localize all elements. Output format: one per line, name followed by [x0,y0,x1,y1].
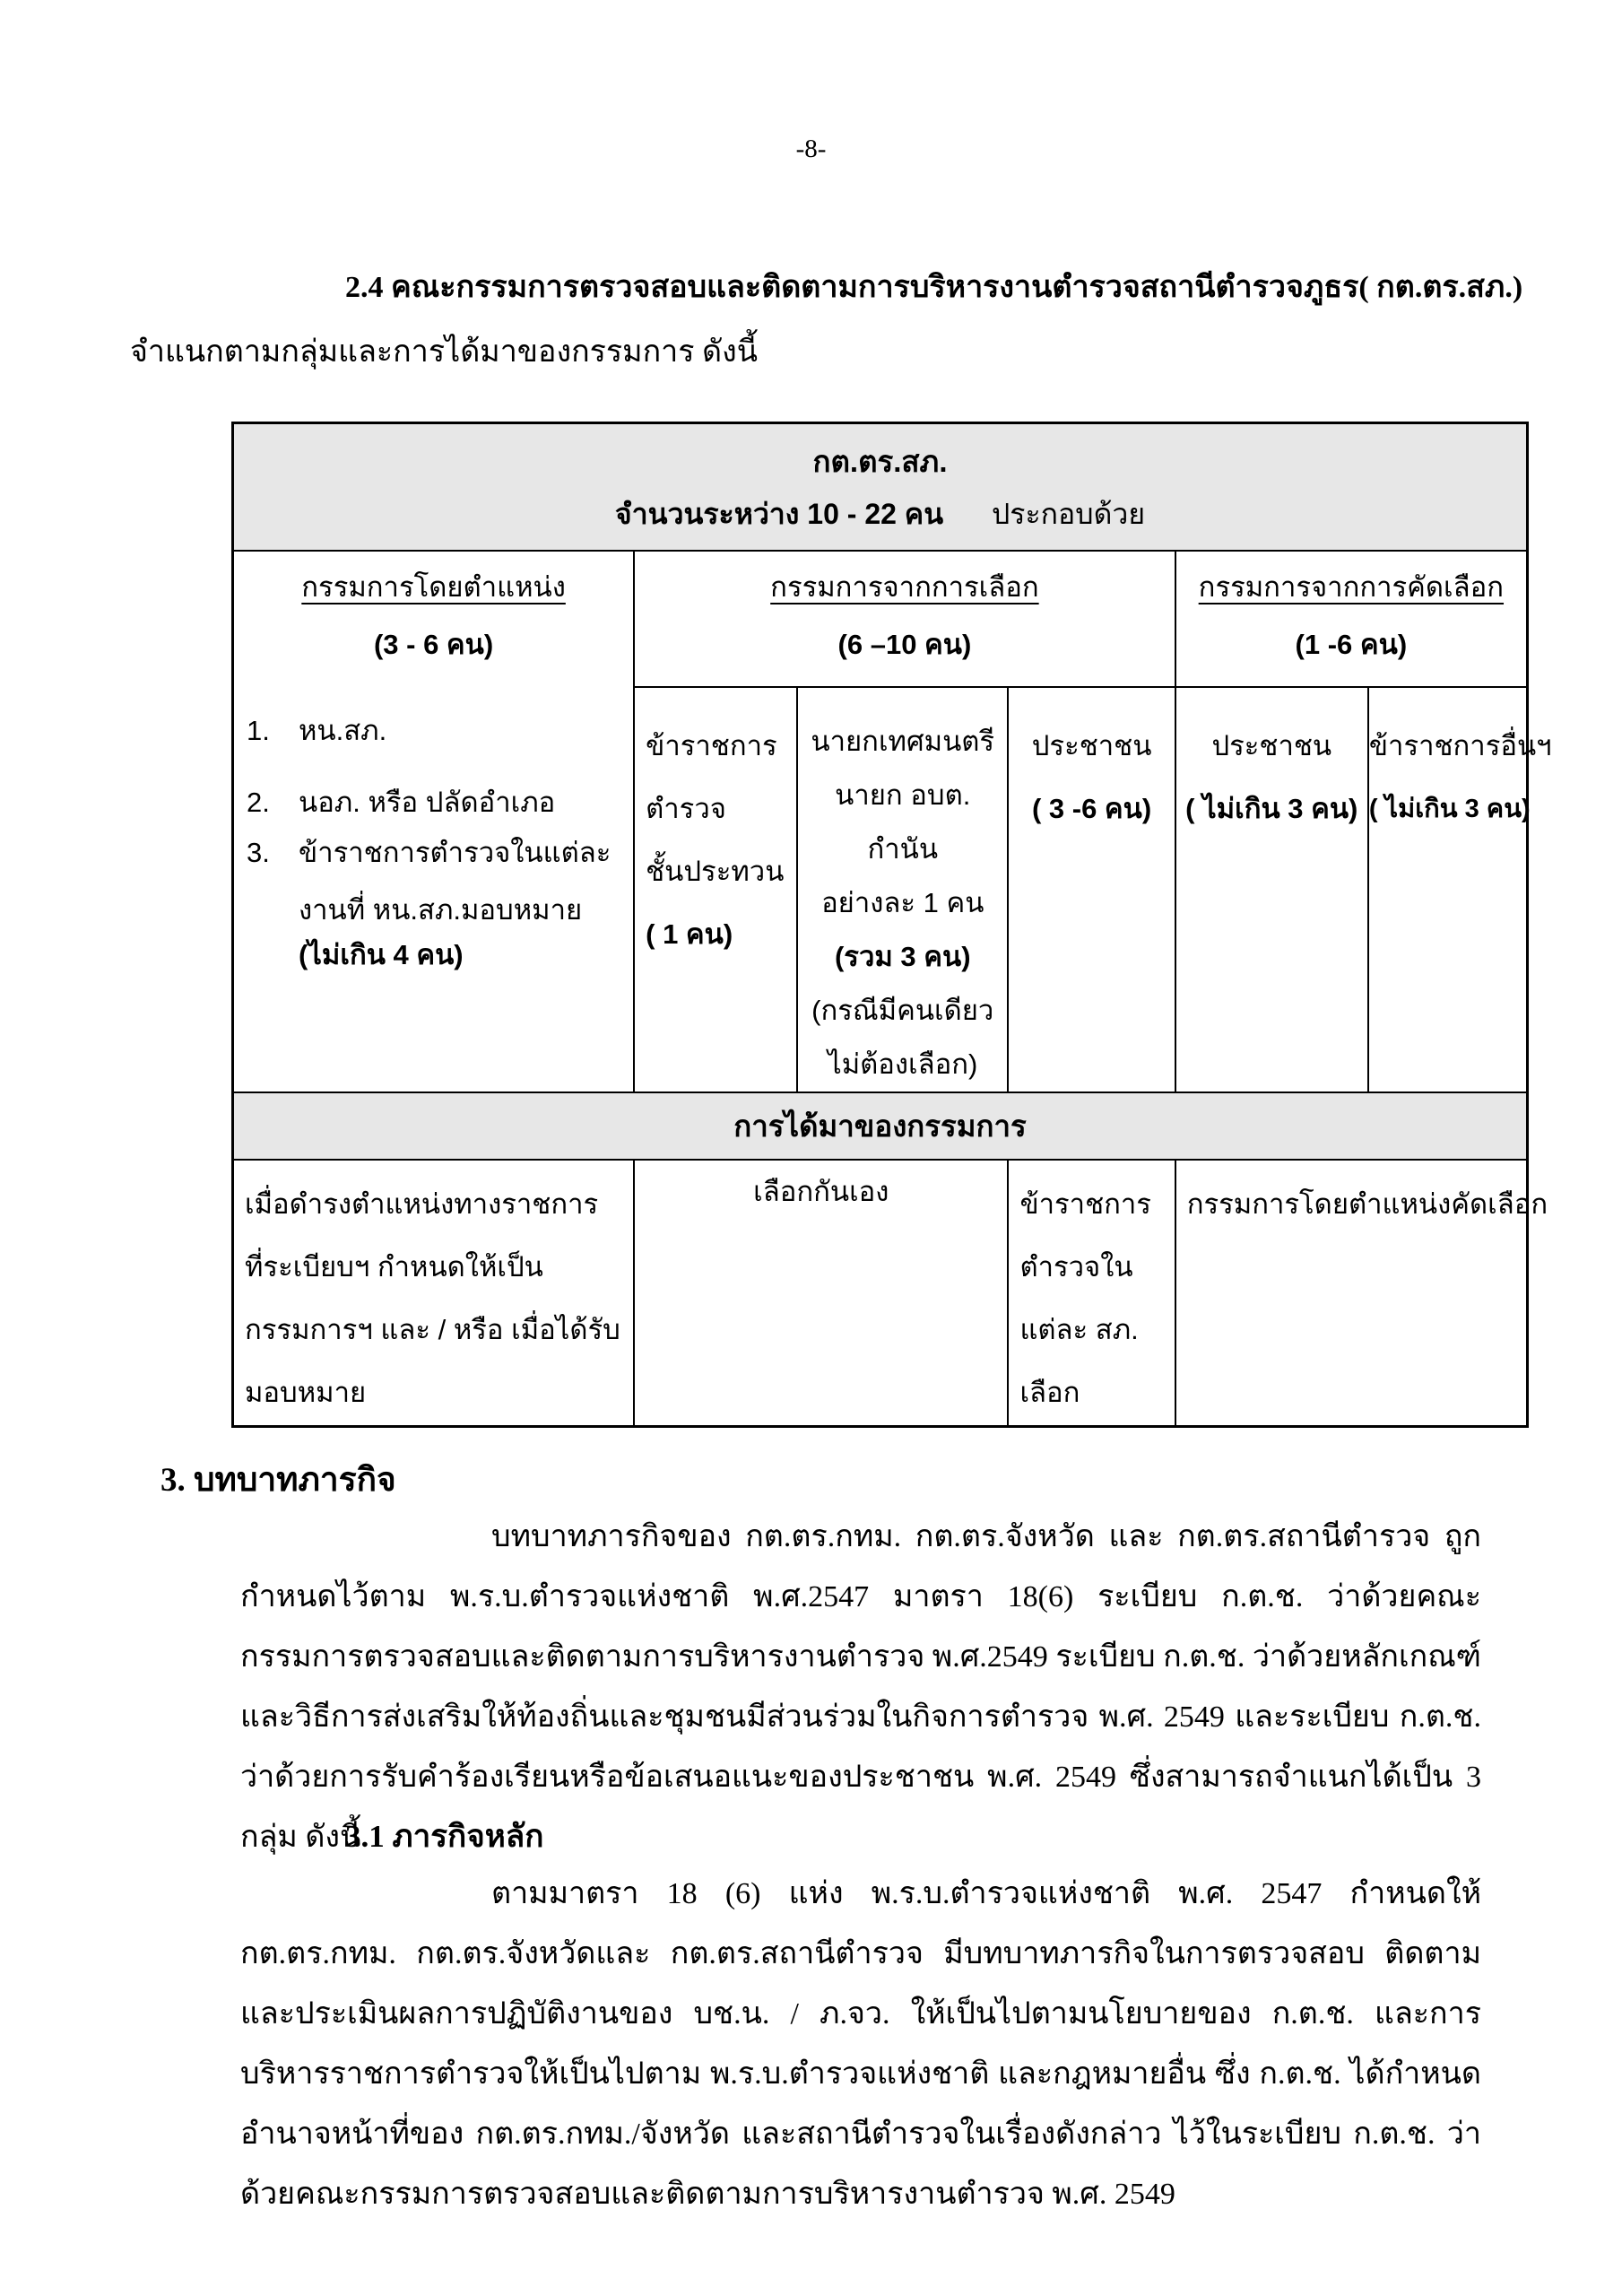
selected-group-header [1176,552,1526,686]
cell-note: ( ไม่เกิน 3 คน) [1185,793,1358,824]
by-position-list [234,686,633,975]
elected-group-header-cell [634,551,1175,687]
cell-line: นายกเทศมนตรี [811,726,995,757]
cell-line: ประชาชน [1031,730,1152,761]
list-item [247,833,626,939]
page-number: -8- [795,135,827,163]
cell-line: ข้าราชการ [1019,1188,1151,1220]
cell-note: ( 1 คน) [646,918,733,950]
elected-mayor-cell [797,687,1008,1092]
elected-police-text [635,688,796,966]
cell-line: มอบหมาย [245,1377,367,1408]
cell-line: เมื่อดำรงตำแหน่งทางราชการ [245,1188,599,1220]
cell-line: ประชาชน [1211,730,1332,761]
section-3-heading: 3. บทบาทภารกิจ [160,1462,396,1499]
acquisition-elected-text: เลือกกันเอง [753,1176,889,1207]
acquisition-title-cell [233,1092,1528,1160]
section-3-paragraph-1: บทบาทภารกิจของ กต.ตร.กทม. กต.ตร.จังหวัด และ กต.ตร.สถานีตำรวจ ถูกกำหนดไว้ตาม พ.ร.บ.ตำรวจแห่งชาติ พ.ศ.2547 มาตรา 18(6) ระเบียบ ก.ต.ช. ว่าด้วยคณะกรรมการตรวจสอบและติดตามการบริหารงานตำรวจ พ.ศ.2549 ระเบียบ ก.ต.ช. ว่าด้วยหลักเกณฑ์และวิธีการส่งเสริมให้ท้องถิ่นและชุมชนมีส่วนร่วมในกิจการตำรวจ พ.ศ. 2549 และระเบียบ ก.ต.ช. ว่าด้วยการรับคำร้องเรียนหรือข้อเสนอแนะของประชาชน พ.ศ. 2549 ซึ่งสามารถจำแนกได้เป็น 3 กลุ่ม ดังนี้ [240,1520,1481,1854]
cell-line: เลือก [1019,1377,1080,1408]
selected-other-cell [1368,687,1552,1092]
by-position-label: กรรมการโดยตำแหน่ง [301,571,566,603]
cell-line: นายก อบต. [835,779,971,811]
list-item-text: ข้าราชการตำรวจในแต่ละ งานที่ หน.สภ.มอบหมาย [299,837,612,926]
selected-other-text [1368,688,1552,840]
cell-line: กรรมการฯ และ / หรือ เมื่อได้รับ [245,1314,620,1345]
list-item-text: หน.สภ. [299,715,387,746]
table-size-line [234,480,1526,550]
by-position-column [233,551,635,1092]
cell-line: แต่ละ สภ. [1019,1314,1139,1345]
list-item-number: 2. [247,787,270,818]
selected-group-count: (1 -6 คน) [1295,629,1408,660]
acquisition-title-row [233,1092,1528,1160]
elected-group-count: (6 –10 คน) [837,629,972,660]
cell-line: ไม่ต้องเลือก) [828,1048,978,1080]
elected-people-cell [1008,687,1175,1092]
cell-line: ข้าราชการ [646,730,777,761]
acquisition-elected-cell [634,1160,1008,1427]
list-item-note: (ไม่เกิน 4 คน) [299,939,464,970]
section-2-4-intro: จำแนกตามกลุ่มและการได้มาของกรรมการ ดังนี้ [130,335,758,369]
selected-people-text [1176,688,1367,840]
cell-line: ที่ระเบียบฯ กำหนดให้เป็น [245,1251,543,1283]
table-title: กต.ตร.สภ. [812,445,948,478]
by-position-header [234,552,633,686]
acquisition-selected-cell [1175,1160,1548,1427]
elected-people-text [1009,688,1174,840]
cell-note: ( 3 -6 คน) [1031,793,1152,824]
selected-group-header-cell [1175,551,1528,687]
list-item-number: 3. [247,837,270,868]
cell-line: กำนัน [867,833,939,865]
cell-line: (กรณีมีคนเดียว [811,995,994,1026]
elected-mayor-text [798,688,1007,1091]
table-title-row [233,423,1528,552]
selected-group-label: กรรมการจากการคัดเลือก [1198,571,1505,603]
acquisition-police-vote-cell [1008,1160,1175,1427]
acquisition-by-position-text [234,1161,633,1424]
table-size-suffix: ประกอบด้วย [991,498,1146,530]
list-item-text: นอภ. หรือ ปลัดอำเภอ [299,787,556,818]
elected-group-header [635,552,1175,686]
table-title-cell [233,423,1528,552]
section-3-1-paragraph: ตามมาตรา 18 (6) แห่ง พ.ร.บ.ตำรวจแห่งชาติ พ.ศ. 2547 กำหนดให้ กต.ตร.กทม. กต.ตร.จังหวัดและ กต.ตร.สถานีตำรวจ มีบทบาทภารกิจในการตรวจสอบ ติดตามและประเมินผลการปฏิบัติงานของ บช.น. / ภ.จว. ให้เป็นไปตามนโยบายของ ก.ต.ช. และการบริหารราชการตำรวจให้เป็นไปตาม พ.ร.บ.ตำรวจแห่งชาติ และกฎหมายอื่น ซึ่ง ก.ต.ช. ได้กำหนดอำนาจหน้าที่ของ กต.ตร.กทม./จังหวัด และสถานีตำรวจในเรื่องดังกล่าว ไว้ในระเบียบ ก.ต.ช. ว่าด้วยคณะกรรมการตรวจสอบและติดตามการบริหารงานตำรวจ พ.ศ. 2549 [240,1877,1481,2211]
group-header-row [233,551,1528,687]
by-position-count: (3 - 6 คน) [373,629,494,660]
acquisition-police-vote-text [1009,1161,1174,1424]
cell-line: อย่างละ 1 คน [821,887,984,918]
list-item-number: 1. [247,715,270,746]
acquisition-by-position-cell [233,1160,635,1427]
acquisition-selected-text: กรรมการโดยตำแหน่งคัดเลือก [1186,1188,1548,1220]
elected-police-cell [634,687,797,1092]
selected-people-cell [1175,687,1368,1092]
cell-note: ( ไม่เกิน 3 คน) [1368,795,1531,823]
cell-line: ข้าราชการอื่นฯ [1368,730,1552,761]
cell-line: ตำรวจใน [1019,1251,1133,1283]
list-item [247,711,626,760]
acquisition-detail-row [233,1160,1528,1427]
cell-line: ตำรวจ [646,793,726,824]
section-2-4-heading: 2.4 คณะกรรมการตรวจสอบและติดตามการบริหารงานตำรวจสถานีตำรวจภูธร( กต.ตร.สภ.) [345,271,1523,304]
elected-group-label: กรรมการจากการเลือก [770,571,1039,603]
acquisition-title: การได้มาของกรรมการ [733,1109,1027,1143]
committee-structure-table [231,422,1552,1428]
cell-line: ชั้นประทวน [646,856,785,887]
section-3-1-heading: 3.1 ภารกิจหลัก [345,1819,544,1854]
table-size-range: จำนวนระหว่าง 10 - 22 คน [614,498,944,530]
cell-note: (รวม 3 คน) [834,941,971,972]
